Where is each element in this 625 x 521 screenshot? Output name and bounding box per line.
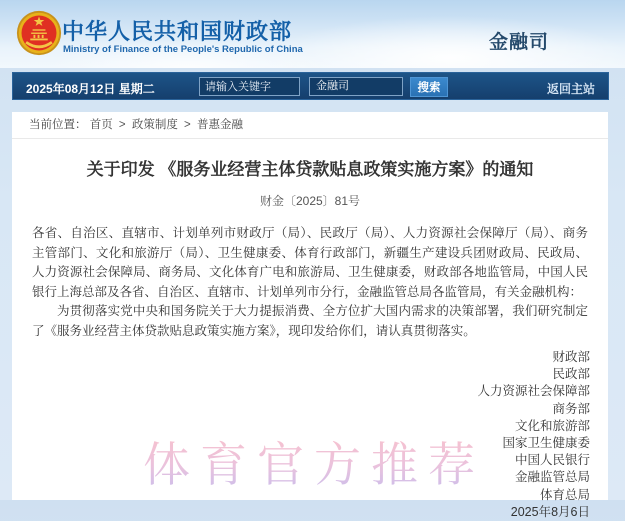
site-title: 中华人民共和国财政部 — [62, 19, 293, 44]
signature-line: 民政部 — [552, 367, 590, 382]
document-body — [32, 224, 588, 341]
document-title: 关于印发 《服务业经营主体贷款贴息政策实施方案》的通知 — [86, 160, 534, 179]
breadcrumb-home-link[interactable]: 首页 — [89, 119, 113, 131]
signature-line: 金融监管总局 — [514, 470, 590, 485]
paragraph-recipients: 各省、自治区、直辖市、计划单列市财政厅（局）、民政厅（局）、人力资源社会保障厅（局）、商务主管部门、文化和旅游厅（局）、卫生健康委、体育行政部门，新疆生产建设兵团财政局、民政局、人力资源社会保障局、商务局、文化体育广电和旅游局、卫生健康委，财政部各地监管局，中国人民银行上海总部及各省、自治区、直辖市、计划单列市分行，金融监管总局各监管局，有关金融机构： — [32, 226, 588, 299]
signature-line: 文化和旅游部 — [514, 418, 590, 433]
back-to-main-site-link[interactable]: 返回主站 — [546, 82, 595, 96]
paragraph-main: 为贯彻落实党中央和国务院关于大力提振消费、全方位扩大国内需求的决策部署，我们研究制定了《服务业经营主体贷款贴息政策实施方案》，现印发给你们，请认真贯彻落实。 — [32, 304, 588, 338]
breadcrumb-inclusive-finance-link[interactable]: 普惠金融 — [196, 119, 243, 131]
signature-line: 人力资源社会保障部 — [477, 384, 590, 399]
signature-line: 体育总局 — [539, 487, 590, 502]
search-scope-select[interactable]: 金融司 — [309, 77, 403, 96]
navbar — [12, 72, 609, 100]
search-button[interactable]: 搜索 — [410, 77, 448, 97]
breadcrumb — [12, 112, 608, 139]
national-emblem-icon — [16, 10, 62, 56]
search-input[interactable] — [199, 77, 300, 96]
signature-block — [30, 349, 590, 521]
site-header — [0, 0, 625, 68]
breadcrumb-policy-link[interactable]: 政策制度 — [131, 119, 178, 131]
current-date: 2025年08月12日 星期二 — [26, 82, 155, 96]
signature-line: 中国人民银行 — [514, 453, 590, 468]
signature-line: 财政部 — [552, 350, 590, 364]
breadcrumb-label: 当前位置： — [29, 119, 87, 131]
breadcrumb-separator: > — [184, 119, 191, 131]
document-number: 财金〔2025〕81号 — [259, 194, 361, 208]
department-name: 金融司 — [489, 32, 550, 53]
breadcrumb-separator: > — [118, 119, 126, 131]
signature-line: 国家卫生健康委 — [502, 436, 590, 451]
signature-date: 2025年8月6日 — [510, 504, 590, 519]
signature-line: 商务部 — [552, 401, 590, 416]
site-subtitle: Ministry of Finance of the People's Republic of China — [63, 44, 303, 55]
content-panel — [12, 112, 608, 519]
